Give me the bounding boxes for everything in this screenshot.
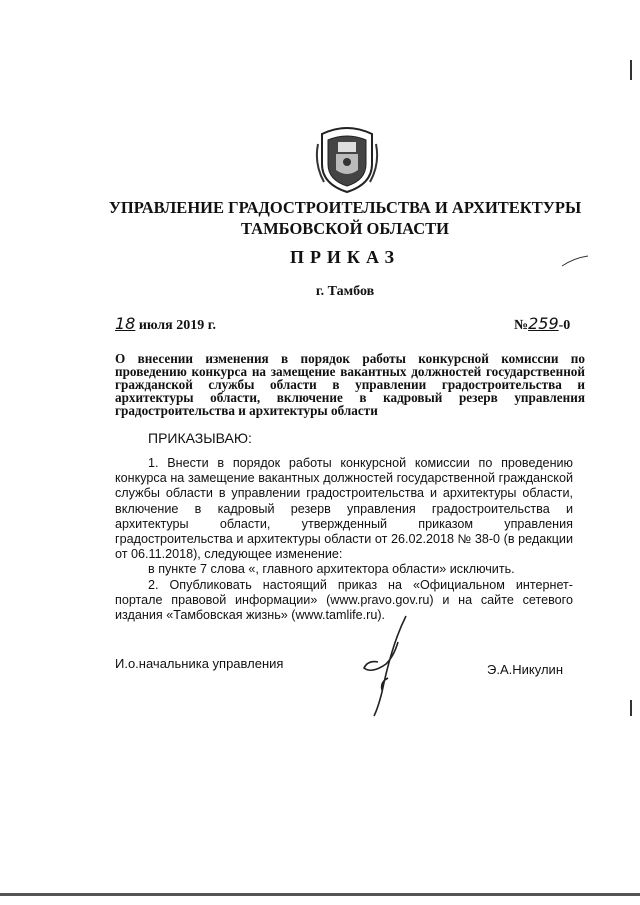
scan-edge-mark	[630, 60, 632, 80]
scan-edge-mark-lower	[630, 700, 632, 716]
org-line-2: ТАМБОВСКОЙ ОБЛАСТИ	[240, 219, 450, 238]
body-paragraph-3: 2. Опубликовать настоящий приказ на «Официальном интернет-портале правовой информации» (www.pravo.gov.ru) и на сайте сетевого издания «Тамбовская жизнь» (www.tamlife.ru).	[115, 577, 573, 623]
date-month-year: июля 2019 г.	[135, 318, 216, 333]
city-line: г. Тамбов	[315, 284, 375, 299]
number-suffix: -0	[558, 318, 571, 333]
pen-mark	[560, 254, 590, 268]
order-subject: О внесении изменения в порядок работы конкурсной комиссии по проведению конкурса на замещение вакантных должностей государственной гражданской службы области в управлении градостроительства и архитектуры области, включение в кадровый резерв управления градостроительства и архитектуры области	[115, 351, 585, 418]
body-paragraph-1: 1. Внести в порядок работы конкурсной комиссии по проведению конкурса на замещение вакантных должностей государственной гражданской службы области в управлении градостроительства и архитектуры области, включение в кадровый резерв управления градостроительства и архитектуры области, утвержденный приказом управления градостроительства и архитектуры области от 26.02.2018 № 38-0 (в редакции от 06.11.2018), следующее изменение:	[115, 456, 573, 562]
scan-bottom-edge	[0, 893, 640, 896]
order-body	[115, 456, 573, 623]
handwritten-day: 18	[115, 314, 136, 333]
number-sign: №	[514, 318, 529, 333]
signer-name: Э.А.Никулин	[487, 662, 563, 677]
handwritten-number: 259	[528, 314, 559, 333]
coat-of-arms-emblem	[314, 124, 380, 194]
handwritten-signature	[358, 612, 418, 722]
order-date	[115, 314, 216, 334]
org-line-1: УПРАВЛЕНИЕ ГРАДОСТРОИТЕЛЬСТВА И АРХИТЕКТУРЫ	[108, 198, 582, 217]
orders-word: ПРИКАЗЫВАЮ:	[148, 430, 252, 446]
body-paragraph-2: в пункте 7 слова «, главного архитектора области» исключить.	[148, 562, 515, 577]
organization-name	[60, 197, 630, 239]
document-type-title: ПРИКАЗ	[289, 247, 401, 267]
signer-position: И.о.начальника управления	[115, 656, 284, 671]
order-number	[514, 314, 570, 334]
